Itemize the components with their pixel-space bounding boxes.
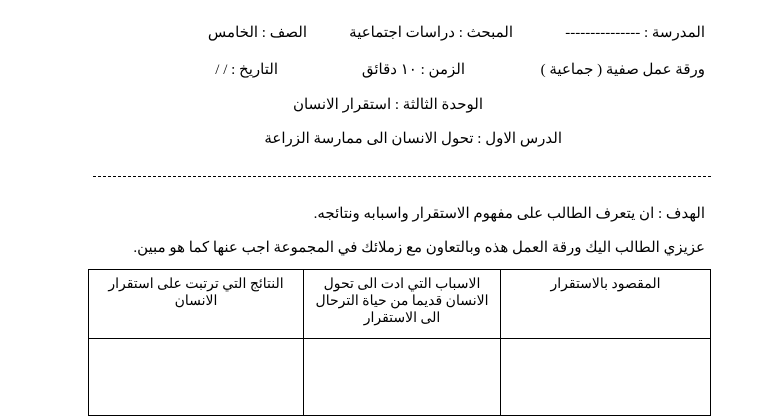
answer-results-cell[interactable] xyxy=(89,339,304,416)
subject-field: المبحث : دراسات اجتماعية xyxy=(349,25,513,41)
worksheet-table xyxy=(88,269,711,416)
school-field: المدرسة : --------------- xyxy=(565,25,705,41)
worksheet-type: ورقة عمل صفية ( جماعية ) xyxy=(540,62,705,78)
unit-title: الوحدة الثالثة : استقرار الانسان xyxy=(292,97,483,113)
date-field: التاريخ : / / xyxy=(215,62,278,78)
grade-field: الصف : الخامس xyxy=(207,25,307,41)
header-results: النتائج التي ترتبت على استقرار الانسان xyxy=(89,270,304,339)
answer-row xyxy=(89,339,711,416)
answer-reasons-cell[interactable] xyxy=(304,339,501,416)
lesson-title: الدرس الاول : تحول الانسان الى ممارسة الزراعة xyxy=(264,131,562,147)
answer-meaning-cell[interactable] xyxy=(501,339,711,416)
section-divider xyxy=(93,176,711,177)
instruction-text: عزيزي الطالب اليك ورقة العمل هذه وبالتعاون مع زملائك في المجموعة اجب عنها كما هو مبين. xyxy=(133,240,705,256)
header-reasons: الاسباب التي ادت الى تحول الانسان قديما من حياة الترحال الى الاستقرار xyxy=(304,270,501,339)
header-meaning: المقصود بالاستقرار xyxy=(501,270,711,339)
goal-text: الهدف : ان يتعرف الطالب على مفهوم الاستقرار واسبابه ونتائجه. xyxy=(313,206,705,222)
time-field: الزمن : ١٠ دقائق xyxy=(361,62,465,78)
table-header-row xyxy=(89,270,711,339)
